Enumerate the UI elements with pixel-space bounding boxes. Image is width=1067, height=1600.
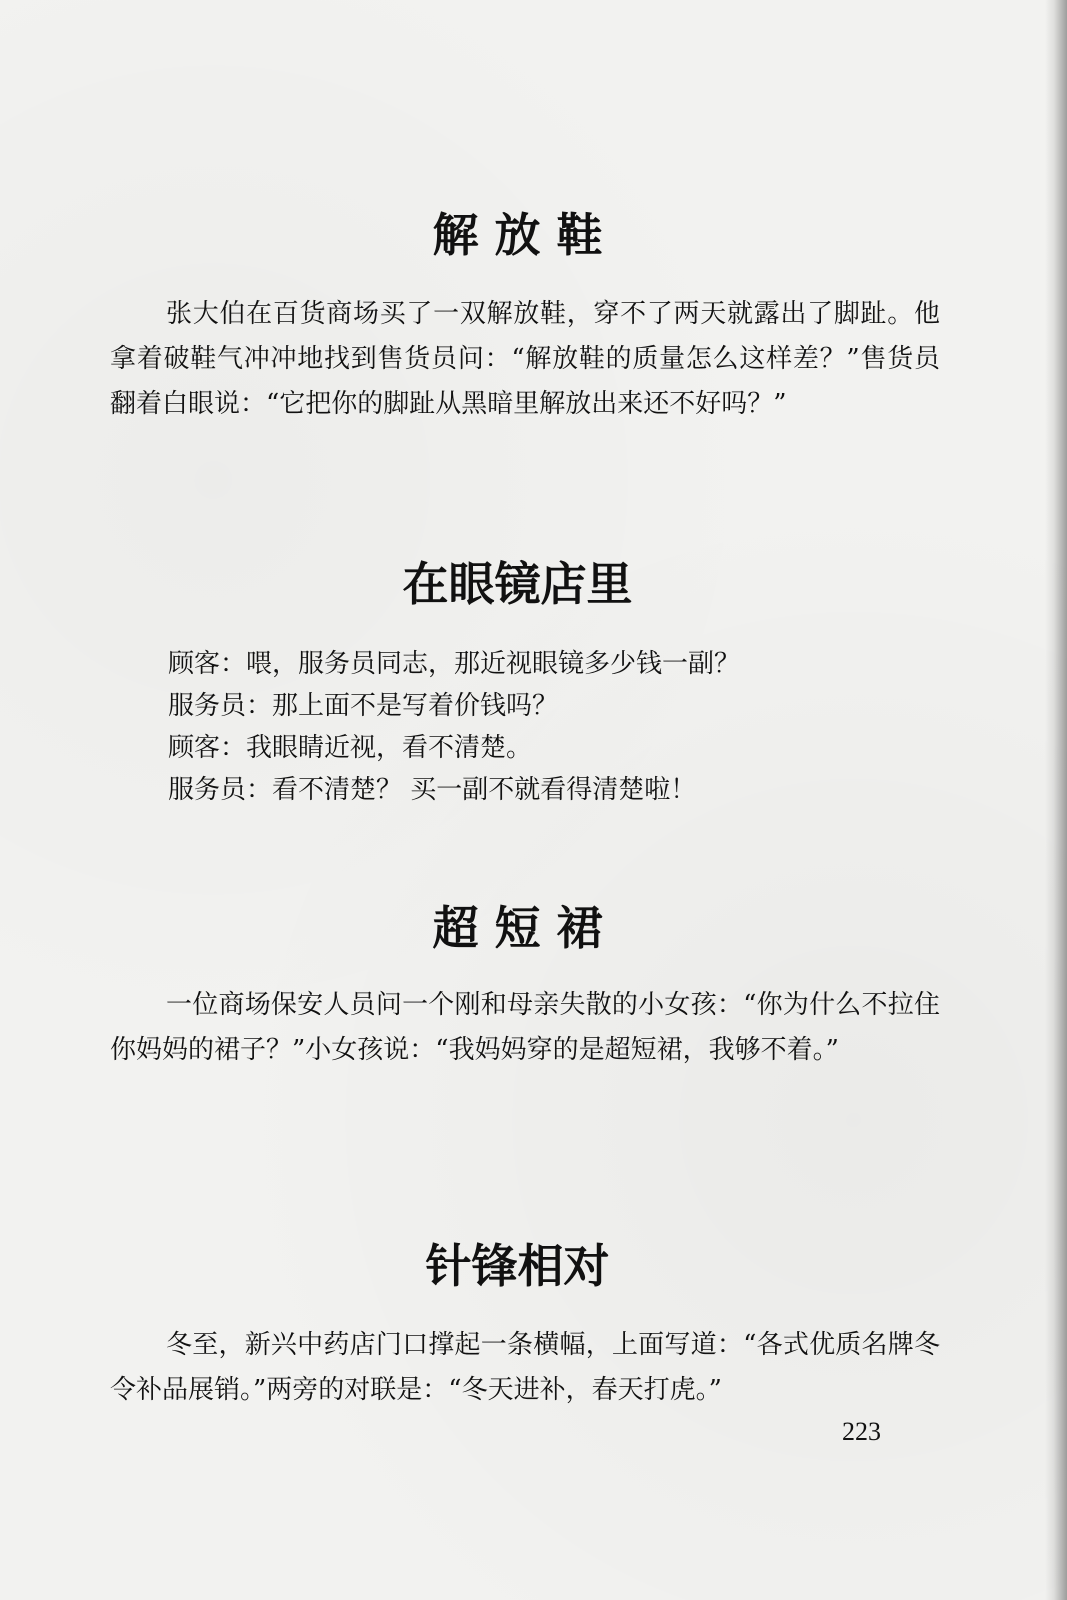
- section-title-chaoduanqun: 超 短 裙: [432, 901, 603, 955]
- dialogue-line: 服务员：那上面不是写着价钱吗？: [168, 691, 559, 721]
- page-edge-shadow: [1045, 0, 1067, 1600]
- dialogue-line: 顾客：喂，服务员同志，那近视眼镜多少钱一副？: [168, 649, 741, 679]
- section-body-zhenfengxiangdui: 冬至，新兴中药店门口撑起一条横幅，上面写道：“各式优质名牌冬令补品展销。”两旁的对联是：“冬天进补，春天打虎。”: [110, 1330, 940, 1405]
- dialogue-line: 服务员：看不清楚？ 买一副不就看得清楚啦！: [168, 775, 697, 805]
- dialogue-line: 顾客：我眼睛近视，看不清楚。: [168, 733, 533, 763]
- section-title-yanjingdian: 在眼镜店里: [402, 557, 633, 611]
- section-title-jiefangxie: 解 放 鞋: [432, 208, 603, 262]
- section-title-zhenfengxiangdui: 针锋相对: [425, 1239, 610, 1293]
- dialogue-list: [168, 643, 948, 811]
- section-body-jiefangxie: 张大伯在百货商场买了一双解放鞋，穿不了两天就露出了脚趾。他拿着破鞋气冲冲地找到售货员问：“解放鞋的质量怎么这样差？”售货员翻着白眼说：“它把你的脚趾从黑暗里解放出来还不好吗？”: [110, 299, 940, 419]
- page-number: 223: [842, 1417, 881, 1446]
- section-body-chaoduanqun: 一位商场保安人员问一个刚和母亲失散的小女孩：“你为什么不拉住你妈妈的裙子？”小女孩说：“我妈妈穿的是超短裙，我够不着。”: [110, 990, 940, 1065]
